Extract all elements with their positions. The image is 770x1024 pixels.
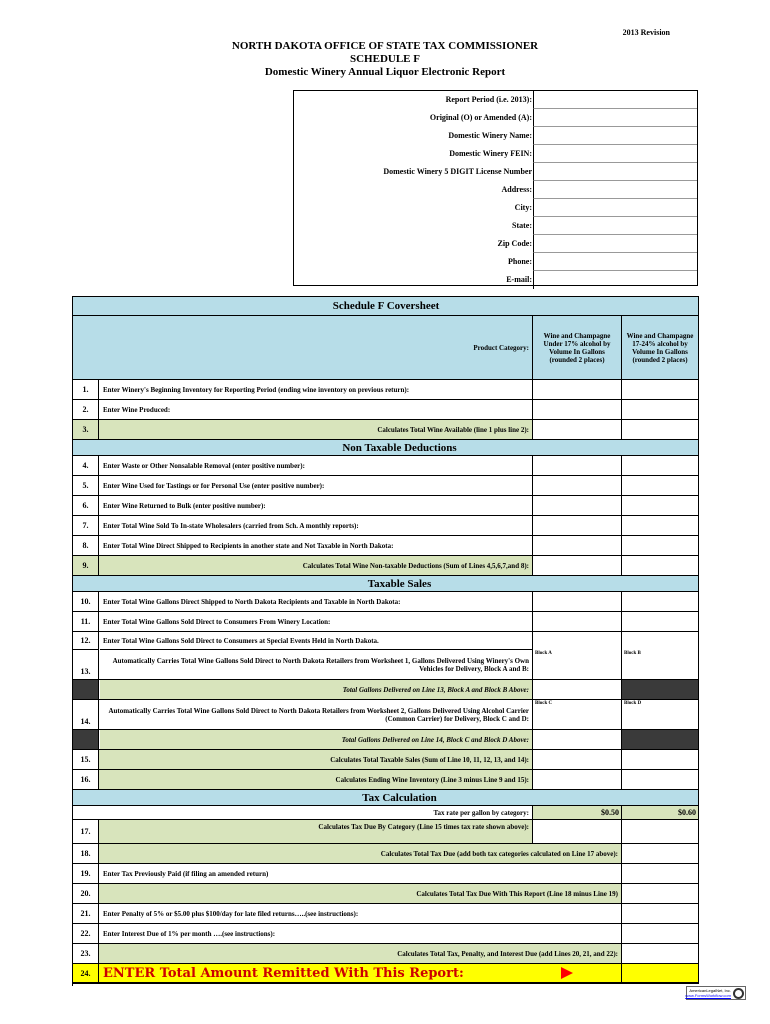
line-number: 3. (73, 420, 99, 439)
info-label-winery-name: Domestic Winery Name: (448, 131, 532, 140)
line-number: 13. (73, 650, 99, 679)
line-12-row (73, 632, 699, 650)
line-14-total-row (73, 730, 699, 750)
product-category-label: Product Category: (473, 343, 529, 352)
line-text: Calculates Total Wine Non-taxable Deductions (Sum of Lines 4,5,6,7,and 8): (302, 561, 529, 570)
line-13-total-value (532, 680, 621, 699)
info-label-license: Domestic Winery 5 DIGIT License Number (383, 167, 532, 176)
line-9-cat-b-value (621, 556, 699, 575)
line-5-cat-b-input[interactable] (621, 476, 699, 495)
agency-title: NORTH DAKOTA OFFICE OF STATE TAX COMMISSIONER (231, 40, 539, 52)
line-number: 1. (73, 380, 99, 399)
line-8-cat-b-input[interactable] (621, 536, 699, 555)
line-20-row (73, 884, 699, 904)
line-number: 4. (73, 456, 99, 475)
line-15-cat-a-value (532, 750, 621, 769)
line-19-row (73, 864, 699, 884)
block-a-cell (532, 650, 621, 679)
line-16-row (73, 770, 699, 790)
line-number: 9. (73, 556, 99, 575)
line-text: Enter Total Wine Direct Shipped to Recipients in another state and Not Taxable in North Dakota: (103, 541, 394, 550)
line-number: 21. (73, 904, 99, 923)
info-label-email: E-mail: (506, 275, 532, 284)
zip-field[interactable] (533, 235, 697, 253)
line-3-row (73, 420, 699, 440)
line-13-total-row (73, 680, 699, 700)
block-d-label: Block D (624, 701, 642, 706)
taxable-section-row (73, 576, 699, 592)
line-text: Enter Total Wine Gallons Sold Direct to Consumers at Special Events Held in North Dakota. (100, 632, 532, 650)
line-number: 22. (73, 924, 99, 943)
line-4-cat-b-input[interactable] (621, 456, 699, 475)
info-label-phone: Phone: (508, 257, 532, 266)
line-17-row (73, 820, 699, 844)
line-11-cat-a-input[interactable] (532, 612, 621, 631)
tax-rate-b: $0.60 (621, 806, 699, 819)
line-text: Enter Tax Previously Paid (if filing an amended return) (103, 869, 269, 878)
line-number: 10. (73, 592, 99, 611)
line-21-row (73, 904, 699, 924)
line-8-row (73, 536, 699, 556)
line-14-total-text: Total Gallons Delivered on Line 14, Block C and Block D Above: (100, 730, 532, 749)
line-13-total-text: Total Gallons Delivered on Line 13, Block A and Block B Above: (100, 680, 532, 699)
taxable-title: Taxable Sales (367, 577, 432, 590)
line-text: Enter Wine Used for Tastings or for Personal Use (enter positive number): (103, 481, 325, 490)
line-3-cat-a-value (532, 420, 621, 439)
line-number: 17. (73, 820, 99, 843)
logo-circle-icon (733, 988, 744, 999)
logo-line-1: AmericanLegalNet, Inc. (689, 988, 731, 993)
email-field[interactable] (533, 271, 697, 289)
line-23-total-value (621, 944, 699, 963)
line-17-cat-b-value (621, 820, 699, 843)
line-text: Enter Wine Returned to Bulk (enter positive number): (103, 501, 266, 510)
original-amended-field[interactable] (533, 109, 697, 127)
tax-rate-a: $0.50 (532, 806, 621, 819)
coversheet-title: Schedule F Coversheet (332, 300, 440, 312)
logo-line-2: www.FormsWorkflow.com (685, 993, 731, 998)
line-19-input[interactable] (621, 864, 699, 883)
tax-calc-section-row (73, 790, 699, 806)
line-11-row (73, 612, 699, 632)
line-text: Enter Interest Due of 1% per month ….(see instructions): (103, 929, 276, 938)
line-12-cat-a-input[interactable] (532, 632, 621, 650)
phone-field[interactable] (533, 253, 697, 271)
info-label-report-period: Report Period (i.e. 2013): (445, 95, 532, 104)
line-text: Calculates Ending Wine Inventory (Line 3 minus Line 9 and 15): (335, 775, 529, 784)
line-number: 20. (73, 884, 99, 903)
block-a-label: Block A (535, 651, 552, 656)
line-number: 7. (73, 516, 99, 535)
line-18-total-value (621, 844, 699, 863)
line-number: 12. (73, 632, 99, 650)
line-1-row (73, 380, 699, 400)
line-14-total-blank (621, 730, 699, 749)
line-13-total-spacer (73, 680, 99, 699)
line-10-row (73, 592, 699, 612)
state-field[interactable] (533, 217, 697, 235)
line-14-row (73, 700, 699, 730)
block-b-label: Block B (624, 651, 641, 656)
line-7-cat-a-input[interactable] (532, 516, 621, 535)
line-text: Calculates Total Tax, Penalty, and Interest Due (add Lines 20, 21, and 22): (397, 949, 618, 958)
info-label-address: Address: (501, 185, 532, 194)
line-12-cat-b-input[interactable] (621, 632, 699, 650)
line-7-row (73, 516, 699, 536)
line-16-cat-a-value (532, 770, 621, 789)
tax-rate-spacer (73, 806, 99, 819)
line-text: Enter Total Wine Gallons Sold Direct to Consumers From Winery Location: (103, 617, 331, 626)
line-13-row (73, 650, 699, 680)
line-text: Calculates Total Taxable Sales (Sum of Line 10, 11, 12, 13, and 14): (330, 755, 529, 764)
line-14-total-spacer (73, 730, 99, 749)
line-10-cat-b-input[interactable] (621, 592, 699, 611)
line-text: Calculates Total Tax Due (add both tax categories calculated on Line 17 above): (380, 849, 618, 858)
line-24-row (73, 964, 699, 984)
line-21-input[interactable] (621, 904, 699, 923)
line-text: Calculates Total Wine Available (line 1 plus line 2): (377, 425, 529, 434)
line-text: Enter Total Wine Gallons Direct Shipped to North Dakota Recipients and Taxable in North Dakota: (103, 597, 401, 606)
line-14-total-value (532, 730, 621, 749)
line-number: 19. (73, 864, 99, 883)
line-6-cat-b-input[interactable] (621, 496, 699, 515)
report-period-field[interactable] (533, 91, 697, 109)
line-23-row (73, 944, 699, 964)
block-b-cell (621, 650, 699, 679)
tax-rate-text: Tax rate per gallon by category: (433, 808, 529, 817)
line-number: 5. (73, 476, 99, 495)
line-number: 16. (73, 770, 99, 789)
line-text: Enter Winery's Beginning Inventory for Reporting Period (ending wine inventory on previous return): (103, 385, 410, 394)
tax-rate-row (73, 806, 699, 820)
line-22-input[interactable] (621, 924, 699, 943)
line-number: 8. (73, 536, 99, 555)
line-17-cat-a-value (532, 820, 621, 843)
line-number: 15. (73, 750, 99, 769)
coversheet-grid (72, 296, 699, 986)
line-3-cat-b-value (621, 420, 699, 439)
line-text: Calculates Tax Due By Category (Line 15 times tax rate shown above): (318, 823, 529, 831)
block-c-cell (532, 700, 621, 729)
line-6-cat-a-input[interactable] (532, 496, 621, 515)
line-text: Automatically Carries Total Wine Gallons Sold Direct to North Dakota Retailers from Worksheet 2, Gallons Delivered Using Alcohol Carrier (Common Carrier) for Delivery, Block C and D: (108, 706, 529, 723)
line-22-row (73, 924, 699, 944)
remit-text: ENTER Total Amount Remitted With This Report: (103, 965, 464, 981)
arrow-right-icon (561, 967, 573, 979)
line-6-row (73, 496, 699, 516)
line-20-total-value (621, 884, 699, 903)
address-field[interactable] (533, 181, 697, 199)
publisher-logo (686, 986, 746, 1000)
non-taxable-section-row (73, 440, 699, 456)
line-1-cat-b-input[interactable] (621, 380, 699, 399)
line-text: Automatically Carries Total Wine Gallons Sold Direct to North Dakota Retailers from Worksheet 1, Gallons Delivered Using Winery's Own Vehicles for Delivery, Block A and B: (112, 656, 529, 673)
category-a-header: Wine and Champagne Under 17% alcohol by Volume In Gallons (rounded 2 places) (532, 316, 621, 379)
info-label-zip: Zip Code: (497, 239, 532, 248)
line-number: 14. (73, 700, 99, 729)
line-5-row (73, 476, 699, 496)
line-1-cat-a-input[interactable] (532, 380, 621, 399)
line-text: Enter Waste or Other Nonsalable Removal (enter positive number): (103, 461, 305, 470)
line-text: Enter Total Wine Sold To In-state Wholesalers (carried from Sch. A monthly reports): (103, 521, 359, 530)
line-text: Enter Wine Produced: (103, 405, 171, 414)
coversheet-title-row (73, 296, 699, 316)
line-8-cat-a-input[interactable] (532, 536, 621, 555)
non-taxable-title: Non Taxable Deductions (342, 441, 457, 454)
tax-calc-title: Tax Calculation (362, 791, 437, 804)
line-2-cat-b-input[interactable] (621, 400, 699, 419)
line-10-cat-a-input[interactable] (532, 592, 621, 611)
line-2-row (73, 400, 699, 420)
line-13-total-blank (621, 680, 699, 699)
info-label-fein: Domestic Winery FEIN: (449, 149, 532, 158)
line-5-cat-a-input[interactable] (532, 476, 621, 495)
line-18-row (73, 844, 699, 864)
line-2-cat-a-input[interactable] (532, 400, 621, 419)
line-number: 18. (73, 844, 99, 863)
line-4-cat-a-input[interactable] (532, 456, 621, 475)
info-label-original-amended: Original (O) or Amended (A): (429, 113, 532, 122)
line-7-cat-b-input[interactable] (621, 516, 699, 535)
block-d-cell (621, 700, 699, 729)
block-c-label: Block C (535, 701, 553, 706)
line-number: 6. (73, 496, 99, 515)
info-label-state: State: (512, 221, 532, 230)
revision-label: 2013 Revision (622, 28, 670, 37)
line-9-row (73, 556, 699, 576)
schedule-title: SCHEDULE F (350, 53, 420, 65)
line-text: Enter Penalty of 5% or $5.00 plus $100/day for late filed returns…..(see instructions): (103, 909, 359, 918)
fein-field[interactable] (533, 145, 697, 163)
line-number: 11. (73, 612, 99, 631)
line-text: Calculates Total Tax Due With This Report (Line 18 minus Line 19) (416, 889, 618, 898)
line-number: 23. (73, 944, 99, 963)
line-11-cat-b-input[interactable] (621, 612, 699, 631)
license-number-field[interactable] (533, 163, 697, 181)
winery-info-box (293, 90, 698, 286)
line-number: 24. (73, 964, 99, 982)
category-header-row (73, 316, 699, 380)
line-4-row (73, 456, 699, 476)
line-16-cat-b-value (621, 770, 699, 789)
winery-name-field[interactable] (533, 127, 697, 145)
city-field[interactable] (533, 199, 697, 217)
category-b-header: Wine and Champagne 17-24% alcohol by Volume In Gallons (rounded 2 places) (621, 316, 699, 379)
line-15-row (73, 750, 699, 770)
line-9-cat-a-value (532, 556, 621, 575)
line-number: 2. (73, 400, 99, 419)
report-title: Domestic Winery Annual Liquor Electronic Report (264, 66, 506, 78)
line-15-cat-b-value (621, 750, 699, 769)
line-24-remit-input[interactable] (621, 964, 699, 982)
info-label-city: City: (514, 203, 532, 212)
